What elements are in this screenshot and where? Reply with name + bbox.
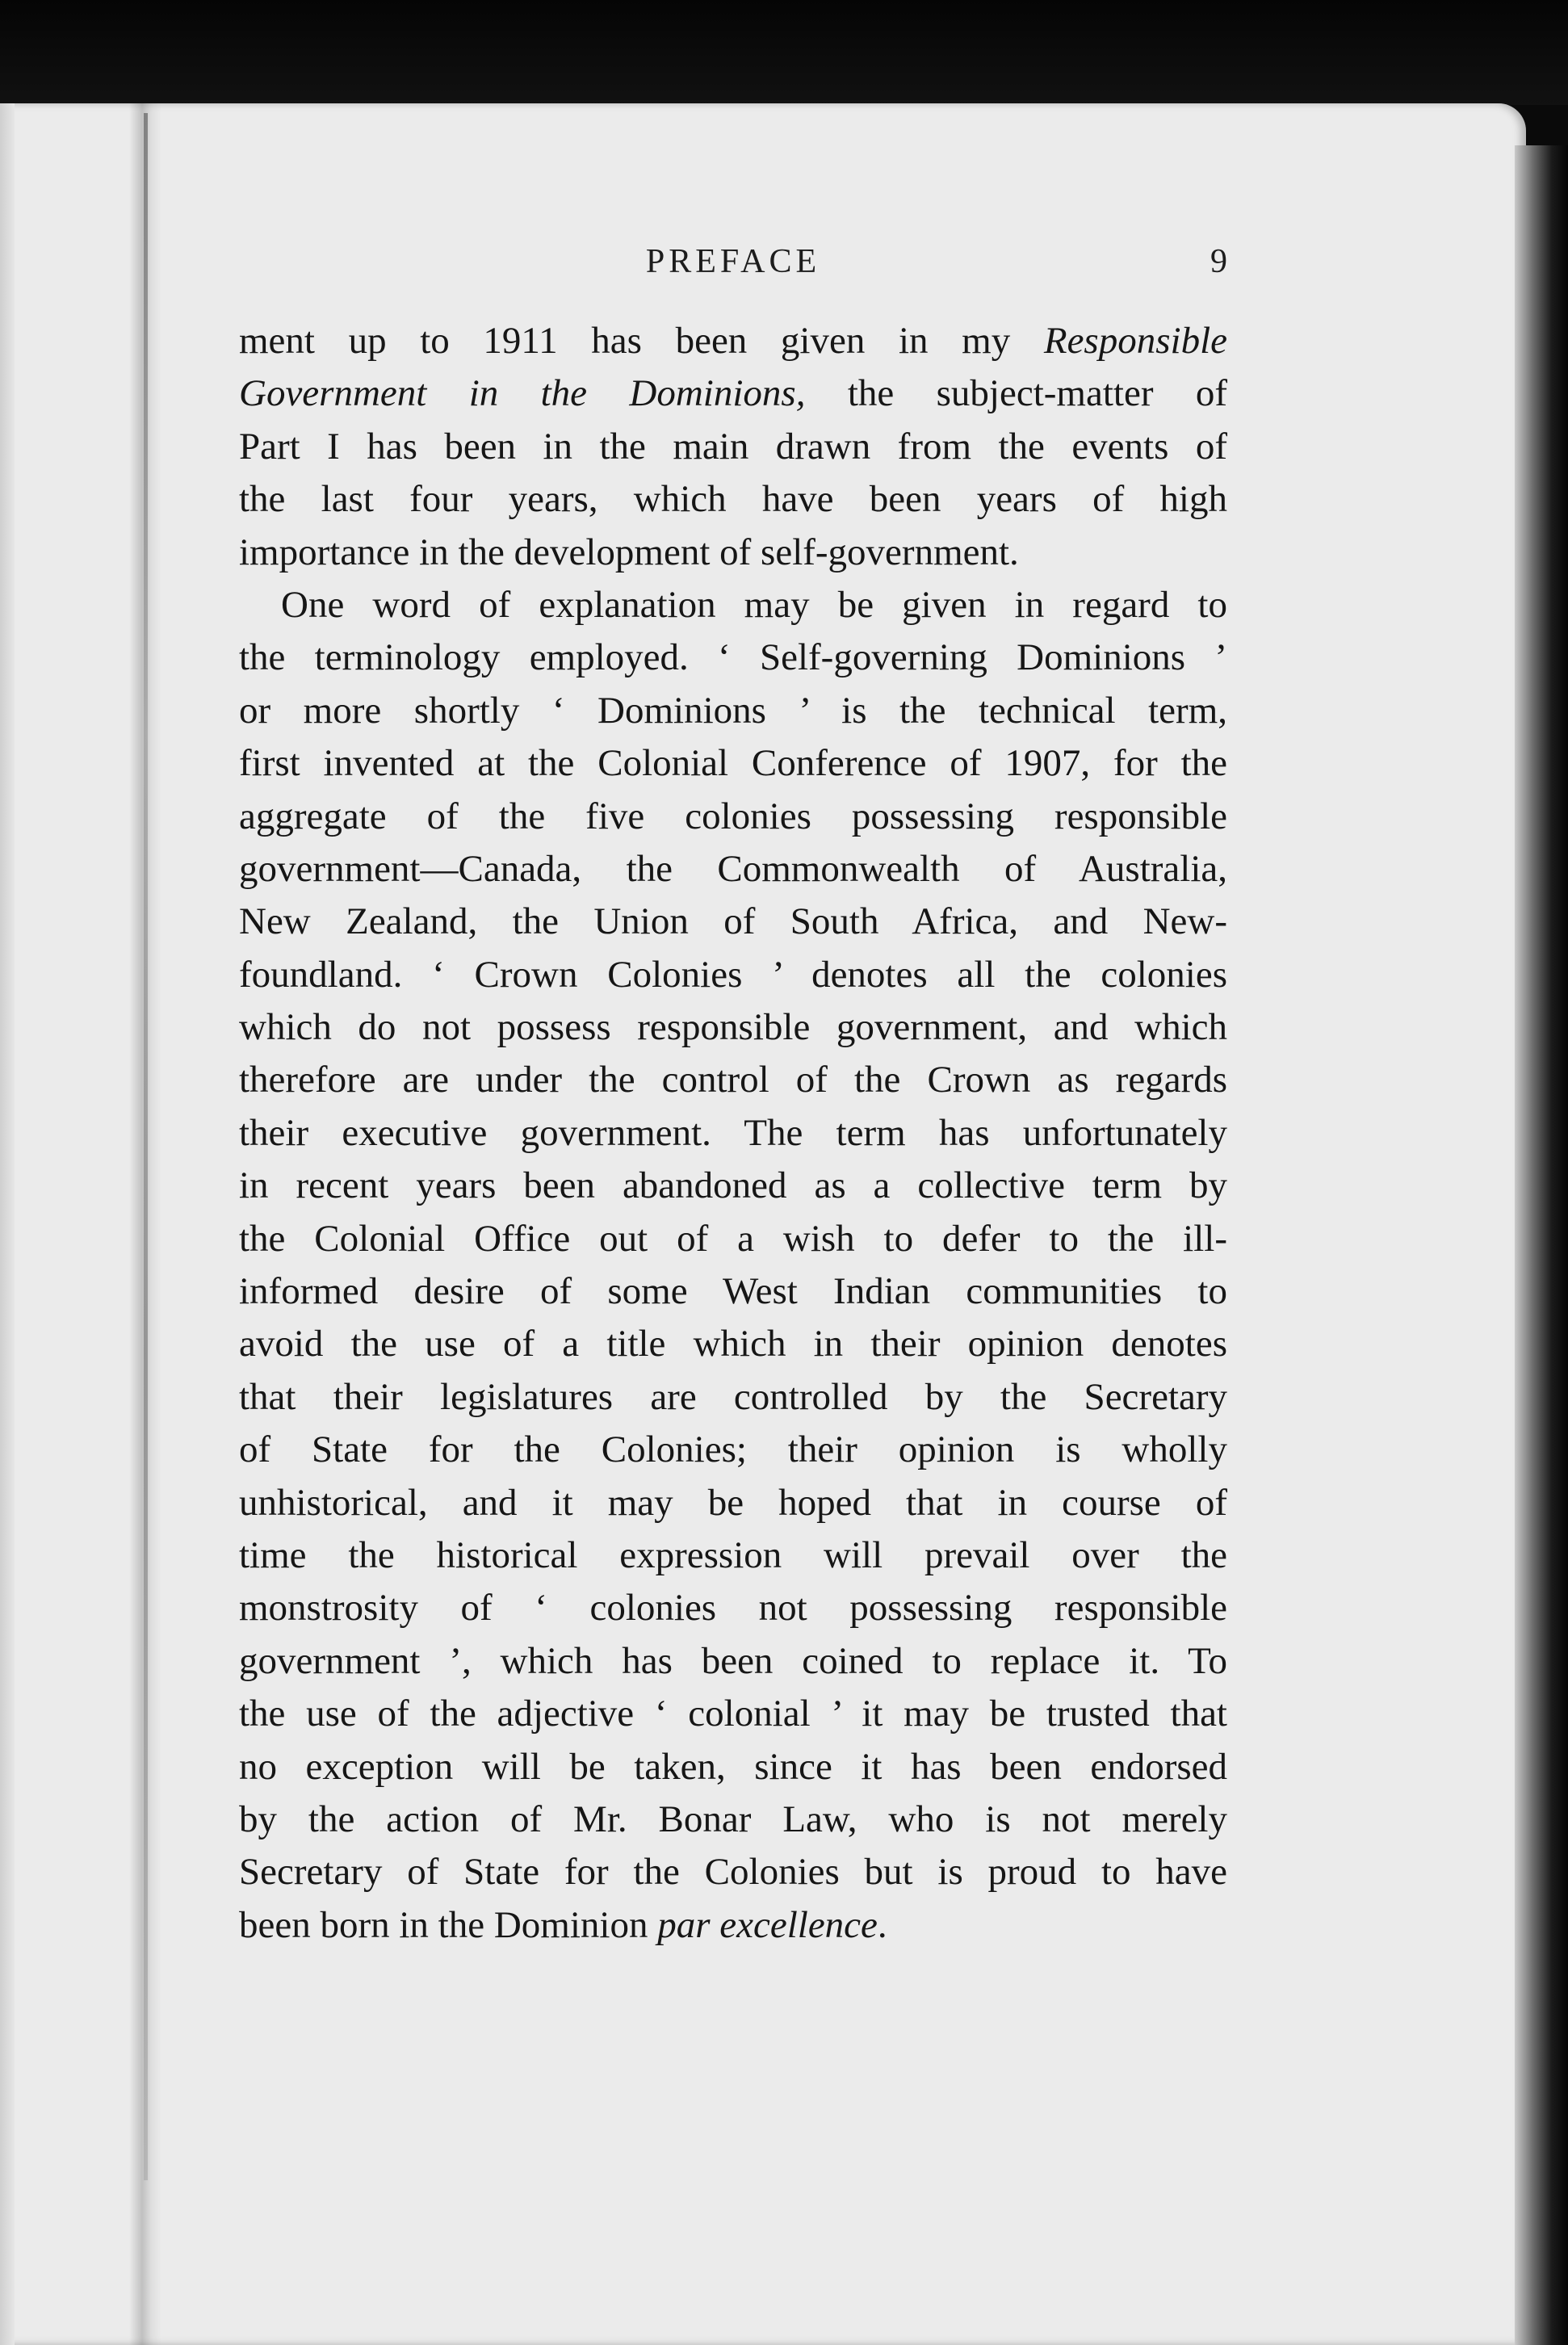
text-line: in recent years been abandoned as a collective term by [239,1164,1227,1207]
text-line: foundland. ‘ Crown Colonies ’ denotes all the colonies [239,953,1227,996]
text-line: monstrosity of ‘ colonies not possessing responsible [239,1587,1227,1630]
text-line: New Zealand, the Union of South Africa, and New- [239,900,1227,943]
gutter-fold-line [144,113,148,2180]
text-line: which do not possess responsible government, and which [239,1006,1227,1049]
text-line: time the historical expression will prevail over the [239,1533,1227,1576]
text-line: the Colonial Office out of a wish to defer to the ill- [239,1217,1227,1260]
text-line: therefore are under the control of the Crown as regards [239,1059,1227,1101]
text-line: their executive government. The term has unfortunately [239,1111,1227,1154]
final-text-line: been born in the Dominion par excellence. [239,1903,887,1946]
page-number: 9 [1210,243,1227,280]
running-title: PREFACE [645,243,821,280]
scan-top-border [0,0,1568,105]
text-line: government—Canada, the Commonwealth of Australia, [239,847,1227,890]
text-line: unhistorical, and it may be hoped that in course of [239,1481,1227,1524]
italic-book-title: Responsible [1043,320,1227,362]
running-head [239,242,1227,294]
preface-body-text [239,315,1227,1952]
text-line: the terminology employed. ‘ Self-governing Dominions ’ [239,636,1227,679]
italic-phrase: par excellence [657,1903,878,1946]
text-line: or more shortly ‘ Dominions ’ is the technical term, [239,689,1227,732]
text-line: aggregate of the five colonies possessing responsible [239,795,1227,837]
text-line: informed desire of some West Indian communities to [239,1270,1227,1313]
text-line: ment up to 1911 has been given in my Responsible [239,320,1227,362]
page-stack-edge [1515,145,1568,2345]
text-line: of State for the Colonies; their opinion is wholly [239,1428,1227,1471]
text-line: Government in the Dominions, the subject-matter of [239,372,1227,415]
text-line: importance in the development of self-government. [239,531,1019,573]
text-line: Secretary of State for the Colonies but is proud to have [239,1851,1227,1894]
text-line: by the action of Mr. Bonar Law, who is not merely [239,1798,1227,1840]
paragraph-start-line: One word of explanation may be given in regard to [281,583,1227,626]
text-line: that their legislatures are controlled by the Secretary [239,1375,1227,1418]
text-line: no exception will be taken, since it has been endorsed [239,1745,1227,1788]
text-line: avoid the use of a title which in their opinion denotes [239,1323,1227,1365]
facing-page-edge [0,103,15,2345]
italic-book-title-continued: Government in the Dominions, [239,372,806,415]
text-line: the use of the adjective ‘ colonial ’ it may be trusted that [239,1693,1227,1735]
text-line: the last four years, which have been years of high [239,478,1227,521]
text-line: first invented at the Colonial Conference of 1907, for the [239,742,1227,785]
text-line: government ’, which has been coined to replace it. To [239,1639,1227,1682]
text-line: Part I has been in the main drawn from the events of [239,425,1227,468]
